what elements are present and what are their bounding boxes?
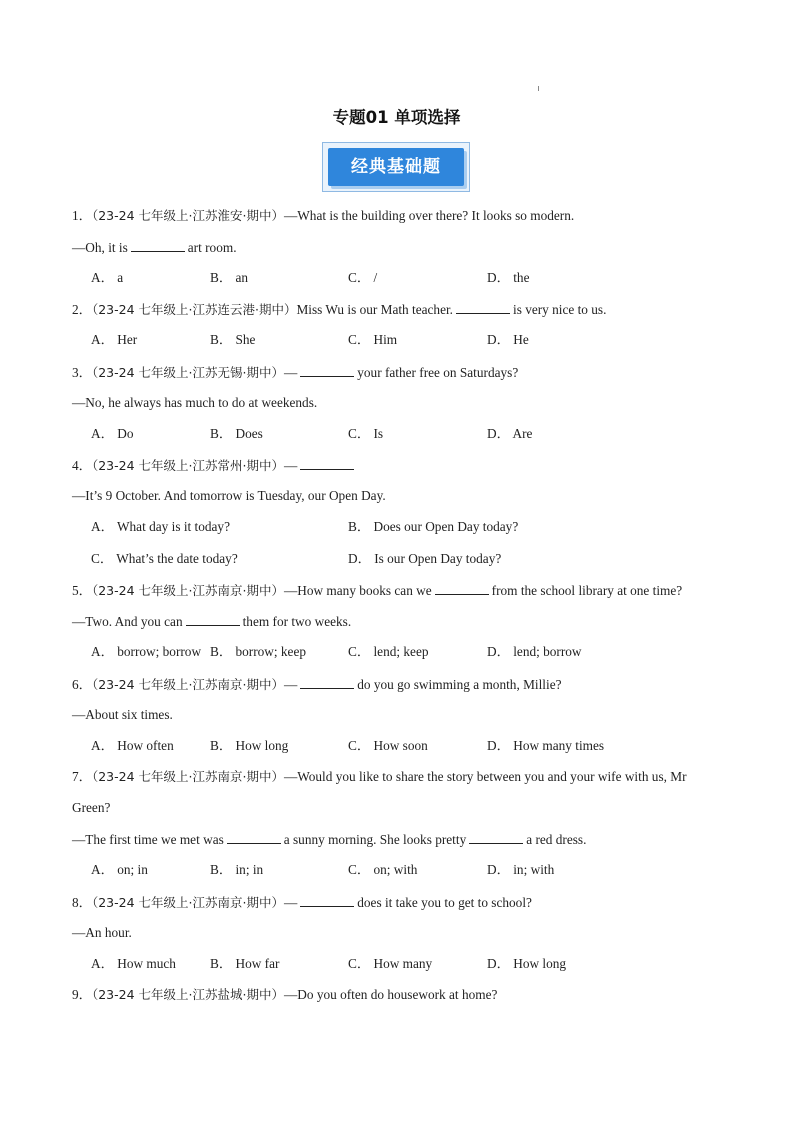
question-dash: — [283, 895, 298, 910]
option-b: B． in; in [210, 862, 264, 877]
question-text: Miss Wu is our Math teacher. [296, 302, 453, 317]
question-source: （23-24 七年级上·江苏南京·期中） [91, 677, 284, 692]
answer-blank [300, 675, 354, 689]
answer-blank [186, 612, 240, 626]
question-number: 6． [72, 677, 92, 692]
question-number: 3． [72, 365, 92, 380]
question-source: （23-24 七年级上·江苏常州·期中） [91, 458, 284, 473]
question-text: —How many books can we [283, 583, 432, 598]
question-number: 9． [72, 987, 92, 1002]
question-dash: — [283, 677, 298, 692]
question-6 [72, 675, 562, 694]
reply-text-mid: a sunny morning. She looks pretty [283, 832, 467, 847]
question-text: does it take you to get to school? [357, 895, 532, 910]
question-source: （23-24 七年级上·江苏连云港·期中） [91, 302, 297, 317]
option-c: C． lend; keep [348, 644, 429, 659]
question-3-reply: —No, he always has much to do at weekends. [72, 395, 318, 410]
question-5-reply [72, 612, 351, 631]
answer-blank [300, 363, 354, 377]
reply-text: —Two. And you can [72, 614, 183, 629]
option-a: A． Her [91, 332, 138, 347]
question-number: 7． [72, 769, 92, 784]
option-c: C． on; with [348, 862, 418, 877]
option-d: D． He [487, 332, 529, 347]
question-number: 5． [72, 583, 92, 598]
question-5 [72, 581, 682, 600]
option-a: A． How often [91, 738, 174, 753]
question-text: do you go swimming a month, Millie? [357, 677, 562, 692]
answer-blank [227, 830, 281, 844]
option-c: C． What’s the date today? [91, 551, 238, 566]
option-b: B． Does [210, 426, 263, 441]
question-6-reply: —About six times. [72, 707, 173, 722]
option-d: D． lend; borrow [487, 644, 582, 659]
answer-blank [300, 893, 354, 907]
option-d: D． Is our Open Day today? [348, 551, 502, 566]
option-c: C． Him [348, 332, 398, 347]
option-b: B． How long [210, 738, 289, 753]
question-2 [72, 300, 606, 319]
question-number: 2． [72, 302, 92, 317]
question-dash: — [283, 365, 298, 380]
option-b: B． How far [210, 956, 280, 971]
option-a: A． Do [91, 426, 134, 441]
option-a: A． How much [91, 956, 176, 971]
page-title: 专题01 单项选择 [332, 108, 461, 127]
answer-blank-2 [469, 830, 523, 844]
option-a: A． a [91, 270, 124, 285]
question-9 [72, 986, 497, 1004]
reply-text-end: them for two weeks. [242, 614, 352, 629]
option-a: A． on; in [91, 862, 148, 877]
option-b: B． Does our Open Day today? [348, 519, 519, 534]
option-b: B． an [210, 270, 249, 285]
question-dash: — [283, 458, 298, 473]
question-text: —Would you like to share the story between you and your wife with us, Mr [283, 769, 687, 784]
option-d: D． How many times [487, 738, 605, 753]
question-source: （23-24 七年级上·江苏南京·期中） [91, 583, 284, 598]
reply-text-end: art room. [187, 240, 237, 255]
option-c: C． How soon [348, 738, 428, 753]
reply-text: —Oh, it is [72, 240, 128, 255]
question-source: （23-24 七年级上·江苏淮安·期中） [91, 208, 284, 223]
reply-text-end: a red dress. [526, 832, 587, 847]
question-source: （23-24 七年级上·江苏南京·期中） [91, 895, 284, 910]
question-4-reply: —It’s 9 October. And tomorrow is Tuesday, our Open Day. [72, 488, 386, 503]
question-text: your father free on Saturdays? [357, 365, 519, 380]
answer-blank [300, 456, 354, 470]
question-text: —Do you often do housework at home? [283, 987, 498, 1002]
option-d: D． the [487, 270, 530, 285]
question-source: （23-24 七年级上·江苏无锡·期中） [91, 365, 284, 380]
question-8 [72, 893, 532, 912]
option-c: C． How many [348, 956, 433, 971]
option-d: D． How long [487, 956, 567, 971]
banner-label: 经典基础题 [328, 148, 464, 186]
question-source: （23-24 七年级上·江苏盐城·期中） [91, 987, 284, 1002]
reply-text: —The first time we met was [72, 832, 224, 847]
option-b: B． She [210, 332, 256, 347]
question-3 [72, 363, 518, 382]
option-a: A． borrow; borrow [91, 644, 202, 659]
question-source: （23-24 七年级上·江苏南京·期中） [91, 769, 284, 784]
question-text-end: is very nice to us. [513, 302, 607, 317]
question-text: —What is the building over there? It looks so modern. [283, 208, 575, 223]
option-b: B． borrow; keep [210, 644, 307, 659]
question-7 [72, 768, 687, 786]
question-number: 4． [72, 458, 92, 473]
option-d: D． in; with [487, 862, 555, 877]
section-banner [322, 142, 470, 192]
answer-blank [131, 238, 185, 252]
question-8-reply: —An hour. [72, 925, 132, 940]
page-mark [538, 86, 539, 91]
question-4 [72, 456, 357, 475]
option-d: D． Are [487, 426, 533, 441]
option-a: A． What day is it today? [91, 519, 230, 534]
question-7-reply [72, 830, 586, 849]
answer-blank [435, 581, 489, 595]
question-number: 1． [72, 208, 92, 223]
question-1 [72, 207, 574, 225]
question-text-end: from the school library at one time? [491, 583, 683, 598]
option-c: C． / [348, 270, 378, 285]
option-c: C． Is [348, 426, 384, 441]
question-7-cont: Green? [72, 800, 111, 815]
question-1-reply [72, 238, 237, 257]
answer-blank [456, 300, 510, 314]
question-number: 8． [72, 895, 92, 910]
